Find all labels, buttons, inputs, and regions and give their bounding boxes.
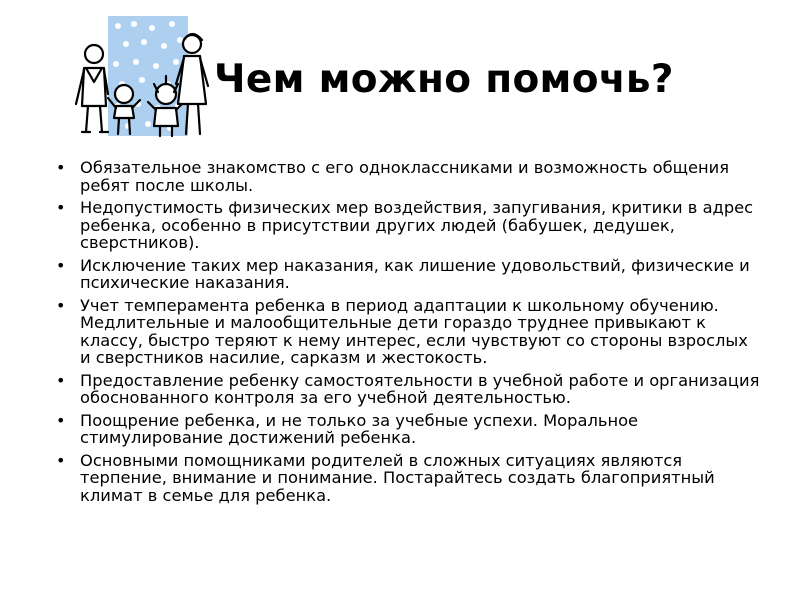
list-item [56, 452, 761, 505]
list-item [56, 199, 761, 252]
bullet-text: Учет темперамента ребенка в период адаптации к школьному обучению. Медлительные и малообщительные дети гораздо труднее привыкают к классу, быстро теряют к нему интерес, если чувствуют со стороны взрослых и сверстников насилие, сарказм и жестокость. [80, 295, 748, 367]
list-item [56, 159, 761, 194]
bullet-icon: • [56, 255, 66, 275]
family-clipart-icon [72, 14, 222, 140]
bullet-text: Основными помощниками родителей в сложных ситуациях являются терпение, внимание и понимание. Постарайтесь создать благоприятный климат в семье для ребенка. [80, 450, 715, 505]
list-item [56, 257, 761, 292]
bullet-icon: • [56, 410, 66, 430]
bullet-icon: • [56, 295, 66, 315]
bullet-icon: • [56, 198, 66, 217]
bullet-icon: • [56, 158, 66, 177]
bullet-text: Исключение таких мер наказания, как лишение удовольствий, физические и психические наказания. [80, 255, 750, 292]
list-item [56, 297, 761, 367]
bullet-icon: • [56, 450, 66, 470]
bullet-text: Предоставление ребенку самостоятельности в учебной работе и организация обоснованного контроля за его учебной деятельностью. [80, 370, 760, 407]
bullet-text: Поощрение ребенка, и не только за учебные успехи. Моральное стимулирование достижений ребенка. [80, 410, 639, 447]
list-item [56, 372, 761, 407]
bullet-icon: • [56, 370, 66, 390]
bullet-text: Недопустимость физических мер воздействия, запугивания, критики в адрес ребенка, особенно в присутствии других людей (бабушек, дедушек, сверстников). [80, 198, 754, 252]
bullet-list [56, 159, 761, 509]
slide-title: Чем можно помочь? [214, 57, 674, 102]
list-item [56, 412, 761, 447]
bullet-text: Обязательное знакомство с его одноклассниками и возможность общения ребят после школы. [80, 158, 730, 195]
